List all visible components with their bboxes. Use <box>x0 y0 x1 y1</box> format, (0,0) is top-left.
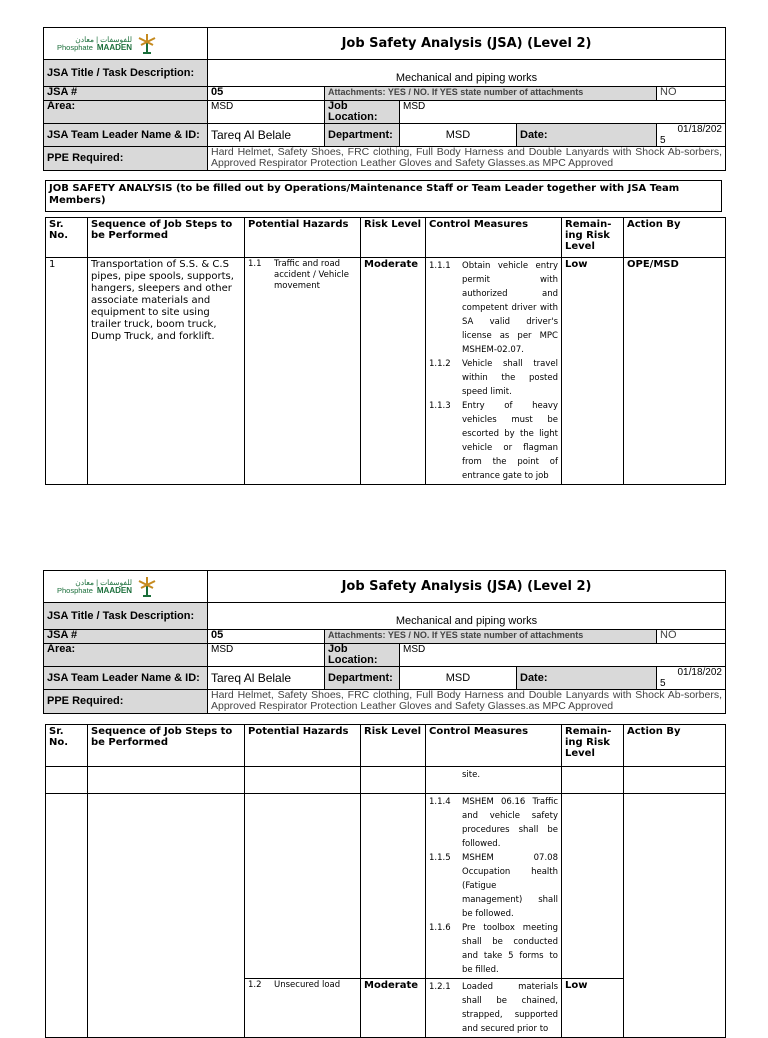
control-text: Pre toolbox meeting shall be conducted and take 5 forms to be filled. <box>462 923 558 975</box>
table-row <box>46 794 726 979</box>
jsa-title-value: Mechanical and piping works <box>208 603 726 630</box>
action-by: OPE/MSD <box>624 258 726 485</box>
control-text: Loaded materials shall be chained, strapped, supported and secured prior to <box>462 982 558 1034</box>
hazard-number: 1.2 <box>248 980 262 990</box>
remaining-risk: Low <box>562 258 624 485</box>
risk-level: Moderate <box>361 979 426 1038</box>
area-value: MSD <box>208 101 325 124</box>
palm-emblem-icon <box>136 33 158 55</box>
control-text: MSHEM 06.16 Traffic and vehicle safety procedures shall be followed. <box>462 797 558 849</box>
control-text: Vehicle shall travel within the posted speed limit. <box>462 359 558 397</box>
department-value: MSD <box>400 124 517 147</box>
col-action: Action By <box>624 725 726 767</box>
col-sr: Sr. No. <box>46 725 88 767</box>
job-location-value: MSD <box>400 101 726 124</box>
logo-maaden-text: MAADEN <box>96 585 132 595</box>
col-sr: Sr. No. <box>46 218 88 258</box>
risk-level: Moderate <box>361 258 426 485</box>
jsa-title-label: JSA Title / Task Description: <box>44 603 208 630</box>
ppe-label: PPE Required: <box>44 690 208 714</box>
control-number: 1.1.3 <box>429 401 451 411</box>
team-leader-value: Tareq Al Belale <box>208 667 325 690</box>
company-logo <box>44 28 208 60</box>
date-label: Date: <box>517 667 657 690</box>
ppe-label: PPE Required: <box>44 147 208 171</box>
date-value-line1: 01/18/202 <box>677 124 722 135</box>
col-risk: Risk Level <box>361 725 426 767</box>
col-hazards: Potential Hazards <box>245 218 361 258</box>
area-label: Area: <box>44 644 208 667</box>
col-risk: Risk Level <box>361 218 426 258</box>
ppe-value: Hard Helmet, Safety Shoes, FRC clothing, Full Body Harness and Double Lanyards with Shock Ab-sorbers, Approved Respirator Protection Leather Gloves and Safety Glasses.as MPC Approved <box>208 690 726 714</box>
control-number: 1.2.1 <box>429 982 451 992</box>
logo-phosphate-text: Phosphate <box>57 585 93 595</box>
team-leader-label: JSA Team Leader Name & ID: <box>44 667 208 690</box>
table-row <box>46 258 726 485</box>
col-sequence: Sequence of Job Steps to be Performed <box>88 725 245 767</box>
jsa-title-label: JSA Title / Task Description: <box>44 60 208 87</box>
area-value: MSD <box>208 644 325 667</box>
col-control: Control Measures <box>426 218 562 258</box>
control-number: 1.1.5 <box>429 853 451 863</box>
logo-arabic-text: للفوسفات | معادن <box>75 577 132 587</box>
team-leader-value: Tareq Al Belale <box>208 124 325 147</box>
logo-phosphate-text: Phosphate <box>57 42 93 52</box>
col-sequence: Sequence of Job Steps to be Performed <box>88 218 245 258</box>
department-label: Department: <box>325 124 400 147</box>
hazard-cell <box>245 979 361 1038</box>
control-cell <box>426 979 562 1038</box>
jsa-number-label: JSA # <box>44 630 208 644</box>
control-number: 1.1.4 <box>429 797 451 807</box>
jsa-number-label: JSA # <box>44 87 208 101</box>
col-remaining: Remain-ing Risk Level <box>562 725 624 767</box>
control-text: Entry of heavy vehicles must be escorted by the light vehicle or flagman from the point of entrance gate to job <box>462 401 558 481</box>
control-cell <box>426 258 562 485</box>
step-sequence: Transportation of S.S. & C.S pipes, pipe spools, supports, hangers, sleepers and other associate materials and equipment to site using trailer truck, boom truck, Dump Truck, and forklift. <box>88 258 245 485</box>
attachments-value: NO <box>657 87 726 101</box>
hazard-text: Unsecured load <box>274 980 341 990</box>
jsa-header-table-2 <box>43 570 726 714</box>
date-value-line1: 01/18/202 <box>677 667 722 678</box>
ppe-value: Hard Helmet, Safety Shoes, FRC clothing, Full Body Harness and Double Lanyards with Shock Ab-sorbers, Approved Respirator Protection Leather Gloves and Safety Glasses.as MPC Approved <box>208 147 726 171</box>
hazard-cell <box>245 258 361 485</box>
step-sr: 1 <box>46 258 88 485</box>
job-location-value: MSD <box>400 644 726 667</box>
col-action: Action By <box>624 218 726 258</box>
attachments-value: NO <box>657 630 726 644</box>
jsa-number-value: 05 <box>208 630 325 644</box>
logo-maaden-text: MAADEN <box>96 42 132 52</box>
control-text: Obtain vehicle entry permit with authorized and competent driver with SA valid driver's license as per MPC MSHEM-02.07. <box>462 261 558 355</box>
date-value <box>657 124 726 147</box>
col-remaining: Remain-ing Risk Level <box>562 218 624 258</box>
table-row <box>46 767 726 794</box>
attachments-label: Attachments: YES / NO. If YES state number of attachments <box>325 87 657 101</box>
control-continued-text: site. <box>462 770 481 780</box>
department-label: Department: <box>325 667 400 690</box>
col-control: Control Measures <box>426 725 562 767</box>
control-text: MSHEM 07.08 Occupation health (Fatigue management) shall be followed. <box>462 853 558 919</box>
date-value-line2: 5 <box>660 135 666 146</box>
control-number: 1.1.6 <box>429 923 451 933</box>
company-logo <box>44 571 208 603</box>
jsa-title-value: Mechanical and piping works <box>208 60 726 87</box>
palm-emblem-icon <box>136 576 158 598</box>
job-steps-table-1 <box>45 217 726 485</box>
section-title: JOB SAFETY ANALYSIS (to be filled out by Operations/Maintenance Staff or Team Leader together with JSA Team Members) <box>45 180 722 212</box>
logo-arabic-text: للفوسفات | معادن <box>75 34 132 44</box>
attachments-label: Attachments: YES / NO. If YES state number of attachments <box>325 630 657 644</box>
hazard-number: 1.1 <box>248 259 262 269</box>
control-cell <box>426 794 562 979</box>
control-number: 1.1.1 <box>429 261 451 271</box>
control-number: 1.1.2 <box>429 359 451 369</box>
area-label: Area: <box>44 101 208 124</box>
remaining-risk: Low <box>562 979 624 1038</box>
form-title: Job Safety Analysis (JSA) (Level 2) <box>208 571 726 603</box>
job-steps-table-2 <box>45 724 726 1038</box>
job-location-label: Job Location: <box>325 101 400 124</box>
form-title: Job Safety Analysis (JSA) (Level 2) <box>208 28 726 60</box>
date-value-line2: 5 <box>660 678 666 689</box>
hazard-text: Traffic and road accident / Vehicle movement <box>274 259 349 291</box>
jsa-header-table-1 <box>43 27 726 171</box>
job-location-label: Job Location: <box>325 644 400 667</box>
department-value: MSD <box>400 667 517 690</box>
col-hazards: Potential Hazards <box>245 725 361 767</box>
jsa-number-value: 05 <box>208 87 325 101</box>
date-value <box>657 667 726 690</box>
team-leader-label: JSA Team Leader Name & ID: <box>44 124 208 147</box>
date-label: Date: <box>517 124 657 147</box>
